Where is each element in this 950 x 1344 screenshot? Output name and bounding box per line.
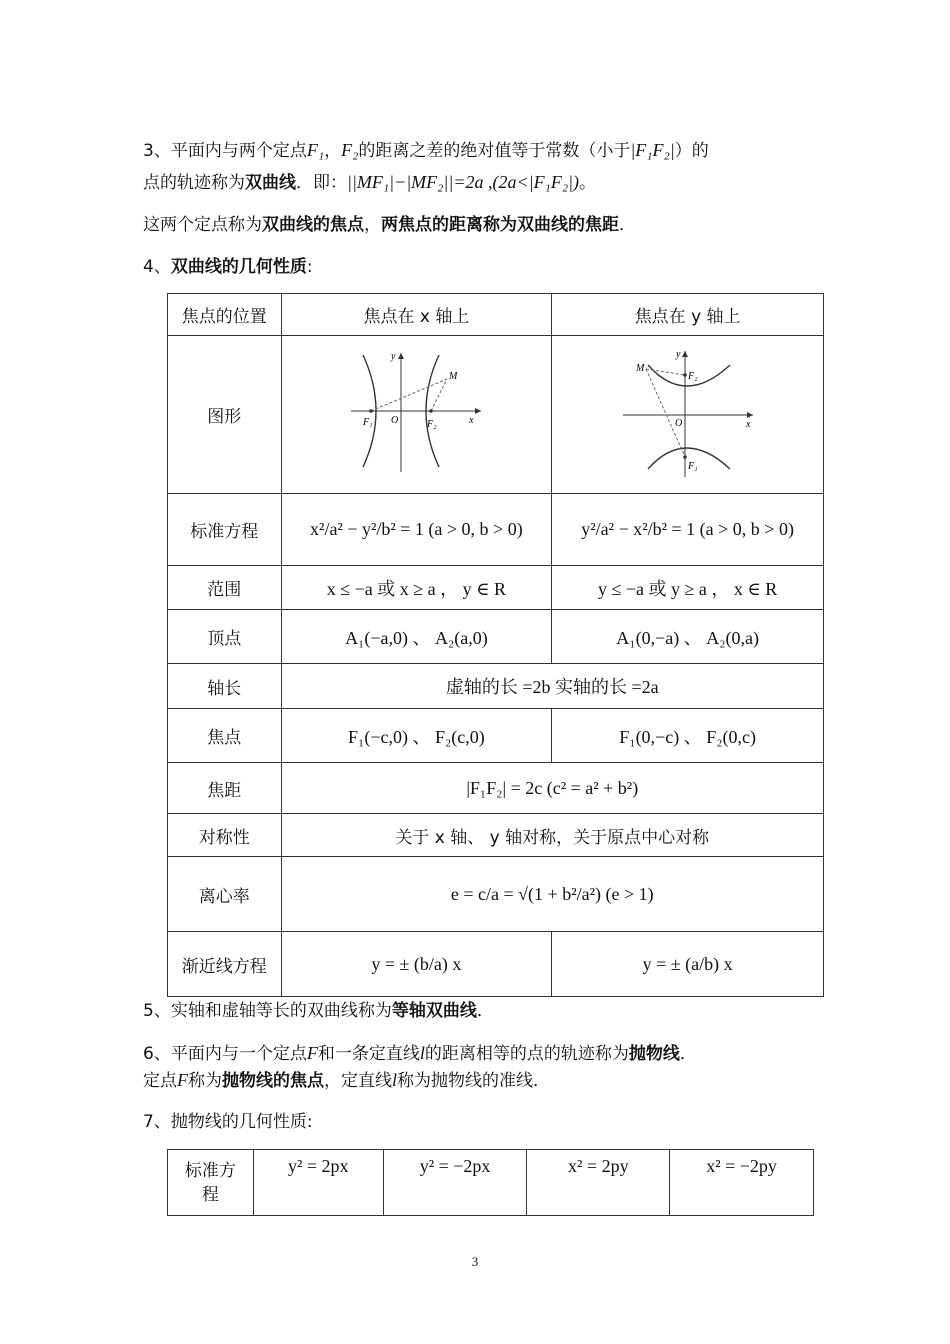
para-4-heading [143, 255, 313, 279]
math-abs-f1f2: |F₁F₂| [630, 140, 675, 160]
math-f: F [306, 1043, 318, 1063]
para-3-line1 [143, 138, 709, 163]
label-origin: O [674, 417, 682, 429]
term-foci: 双曲线的焦点 [262, 215, 364, 235]
text: : [306, 257, 313, 277]
table-row [168, 336, 824, 494]
text: 点的轨迹称为 [143, 173, 245, 193]
table-row [168, 294, 824, 336]
term-parabola-focus: 抛物线的焦点 [222, 1071, 324, 1091]
table-row [168, 664, 824, 709]
label-x-axis: x [745, 418, 751, 430]
symmetry-value: 关于 x 轴、 y 轴对称，关于原点中心对称 [281, 814, 823, 857]
range-x: x ≤ −a 或 x ≥ a ， y ∈ R [281, 566, 552, 610]
math-l: l [392, 1070, 398, 1090]
label-f1: F₁ [687, 460, 698, 472]
label-f2: F₂ [687, 370, 698, 382]
text: 6、平面内与一个定点 [143, 1044, 307, 1064]
row-label-equation: 标准方程 [168, 1150, 254, 1216]
text: 和一条定直线 [317, 1044, 420, 1064]
vertex-y: A₁(0,−a) 、 A₂(0,a) [552, 610, 824, 664]
text: 的距离之差的绝对值等于常数（小于 [358, 141, 631, 161]
row-label-symmetry: 对称性 [168, 814, 282, 857]
hyperbola-y-graph [618, 345, 758, 480]
row-label-range: 范围 [168, 566, 282, 610]
text: 称为 [188, 1071, 222, 1091]
row-label-focus: 焦点 [168, 709, 282, 763]
term-equilateral-hyperbola: 等轴双曲线 [391, 1001, 477, 1021]
text: ． [679, 1044, 697, 1064]
text: ，定直线 [324, 1071, 392, 1091]
label-m: M [449, 371, 458, 382]
range-y: y ≤ −a 或 y ≥ a ， x ∈ R [552, 566, 824, 610]
axis-lengths: 虚轴的长 =2b 实轴的长 =2a [281, 664, 823, 709]
text: ， [364, 215, 381, 235]
parabola-eq-3: x² = 2py [527, 1150, 670, 1216]
eccentricity-value: e = c/a = √(1 + b²/a²) (e > 1) [281, 857, 823, 932]
focal-distance-value: |F₁F₂| = 2c (c² = a² + b²) [281, 763, 823, 814]
row-label-eccentricity: 离心率 [168, 857, 282, 932]
header-cell: 焦点的位置 [168, 294, 282, 336]
text: 这两个定点称为 [143, 215, 262, 235]
para-3b [143, 213, 636, 237]
term-focal-distance: 两焦点的距离称为双曲线的焦距 [381, 215, 619, 235]
label-origin: O [391, 415, 399, 426]
equation-x: x²/a² − y²/b² = 1 (a > 0, b > 0) [281, 494, 552, 566]
row-label-figure: 图形 [168, 336, 282, 494]
table-row [168, 932, 824, 997]
parabola-table [167, 1149, 814, 1216]
term-parabola: 抛物线 [628, 1044, 680, 1064]
text: ． [476, 1001, 494, 1021]
page-number: 3 [471, 1254, 479, 1269]
label-f1: F₁ [363, 417, 373, 428]
math-f: F [177, 1070, 188, 1090]
parabola-eq-2: y² = −2px [383, 1150, 527, 1216]
text: ， [324, 141, 342, 161]
label-f2: F₂ [427, 419, 437, 430]
header-cell: 焦点在 y 轴上 [552, 294, 824, 336]
row-label-equation: 标准方程 [168, 494, 282, 566]
text: 4、 [143, 257, 171, 277]
para-7-heading [143, 1110, 313, 1134]
heading-hyperbola-properties: 双曲线的几何性质 [170, 257, 307, 277]
hyperbola-properties-table [167, 293, 824, 997]
text: ． [619, 215, 636, 235]
row-label-vertex: 顶点 [168, 610, 282, 664]
table-row [168, 494, 824, 566]
text: 。 [579, 173, 597, 193]
parabola-eq-1: y² = 2px [253, 1150, 383, 1216]
heading-parabola-properties: 7、抛物线的几何性质: [143, 1112, 313, 1132]
text: 定点 [143, 1071, 177, 1091]
asymptote-x: y = ± (b/a) x [281, 932, 552, 997]
text: 3、平面内与两个定点 [143, 141, 307, 161]
equation-y: y²/a² − x²/b² = 1 (a > 0, b > 0) [552, 494, 824, 566]
asymptote-y: y = ± (a/b) x [552, 932, 824, 997]
para-3-line2 [143, 170, 596, 195]
term-hyperbola: 双曲线 [245, 173, 296, 193]
figure-hyperbola-y [552, 336, 824, 494]
figure-hyperbola-x [281, 336, 552, 494]
row-label-axis: 轴长 [168, 664, 282, 709]
table-row [168, 566, 824, 610]
focus-y: F₁(0,−c) 、 F₂(0,c) [552, 709, 824, 763]
table-row [168, 610, 824, 664]
math-l: l [419, 1043, 425, 1063]
math-f1: F₁ [306, 140, 325, 160]
vertex-x: A₁(−a,0) 、 A₂(a,0) [281, 610, 552, 664]
table-row [168, 814, 824, 857]
parabola-eq-4: x² = −2py [670, 1150, 814, 1216]
label-m: M [635, 362, 644, 374]
focus-x: F₁(−c,0) 、 F₂(c,0) [281, 709, 552, 763]
table-row [168, 1150, 814, 1216]
table-row [168, 763, 824, 814]
text: ．即： [296, 173, 347, 193]
table-row [168, 857, 824, 932]
text: 称为抛物线的准线． [397, 1071, 551, 1091]
label-x-axis: x [469, 415, 474, 426]
header-cell: 焦点在 x 轴上 [281, 294, 552, 336]
table-row [168, 709, 824, 763]
text: ）的 [674, 141, 709, 161]
row-label-asymptote: 渐近线方程 [168, 932, 282, 997]
para-6-line2 [143, 1068, 550, 1093]
label-y-axis: y [391, 351, 396, 362]
para-6-line1 [143, 1041, 697, 1066]
para-5 [143, 999, 494, 1023]
text: 5、实轴和虚轴等长的双曲线称为 [143, 1001, 392, 1021]
text: 的距离相等的点的轨迹称为 [424, 1044, 629, 1064]
row-label-focal-distance: 焦距 [168, 763, 282, 814]
label-y-axis: y [675, 348, 681, 360]
math-f2: F₂ [341, 140, 359, 160]
hyperbola-x-graph [341, 347, 491, 477]
math-definition: ||MF₁|−|MF₂||=2a ,(2a<|F₁F₂|) [347, 172, 580, 192]
